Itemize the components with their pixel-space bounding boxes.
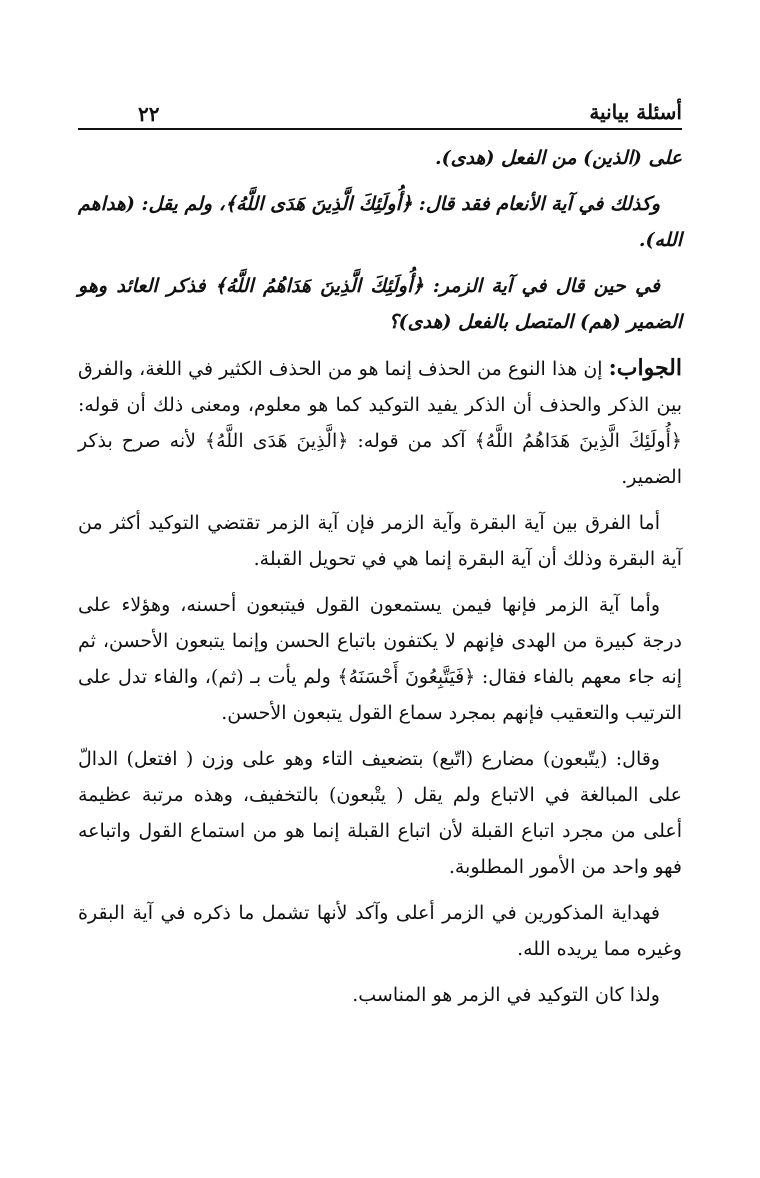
answer-paragraph-5: فهداية المذكورين في الزمر أعلى وآكد لأنها تشمل ما ذكره في آية البقرة وغيره مما يريده الله. — [78, 902, 682, 960]
answer-paragraph-3: وأما آية الزمر فإنها فيمن يستمعون القول فيتبعون أحسنه، وهؤلاء على درجة كبيرة من الهدى فإنهم لا يكتفون باتباع الحسن وإنما يتبعون الأحسن، ثم إنه جاء معهم بالفاء فقال: ﴿فَيَتَّبِعُونَ أَحْسَنَهُ﴾ ولم يأت بـ (ثم)، والفاء تدل على الترتيب والتعقيب فإنهم بمجرد سماع القول يتبعون الأحسن. — [78, 594, 682, 724]
page-header — [78, 100, 682, 130]
answer-paragraph-6: ولذا كان التوكيد في الزمر هو المناسب. — [352, 984, 660, 1006]
answer-text-1: إن هذا النوع من الحذف إنما هو من الحذف الكثير في اللغة، والفرق بين الذكر والحذف أن الذكر يفيد التوكيد كما هو معلوم، ومعنى ذلك أن قوله: ﴿أُولَئِكَ الَّذِينَ هَدَاهُمُ اللَّهُ﴾ آكد من قوله: ﴿الَّذِينَ هَدَى اللَّهُ﴾ لأنه صرح بذكر الضمير. — [78, 358, 682, 488]
book-page — [78, 100, 682, 1023]
answer-paragraph-1 — [78, 350, 682, 495]
book-title: أسئلة بيانية — [589, 100, 682, 124]
answer-label: الجواب: — [608, 355, 682, 381]
question-line-3: في حين قال في آية الزمر: ﴿أُولَئِكَ الَّذِينَ هَدَاهُمُ اللَّهُ﴾ فذكر العائد وهو الضمير (هم) المتصل بالفعل (هدى)؟ — [78, 275, 682, 333]
question-line-2: وكذلك في آية الأنعام فقد قال: ﴿أُولَئِكَ الَّذِينَ هَدَى اللَّهُ﴾، ولم يقل: (هداهم الله). — [78, 193, 682, 251]
page-number: ٢٢ — [138, 102, 160, 126]
question-line-1: على (الذين) من الفعل (هدى). — [434, 147, 682, 169]
answer-paragraph-4: وقال: (يتّبعون) مضارع (اتّبع) بتضعيف التاء وهو على وزن ( افتعل) الدالّ على المبالغة في الاتباع ولم يقل ( يتْبعون) بالتخفيف، وهذه مرتبة عظيمة أعلى من مجرد اتباع القبلة لأن اتباع القبلة إنما هو من استماع القول واتباعه فهو واحد من الأمور المطلوبة. — [78, 748, 682, 878]
answer-paragraph-2: أما الفرق بين آية البقرة وآية الزمر فإن آية الزمر تقتضي التوكيد أكثر من آية البقرة وذلك أن آية البقرة إنما هي في تحويل القبلة. — [78, 512, 682, 570]
